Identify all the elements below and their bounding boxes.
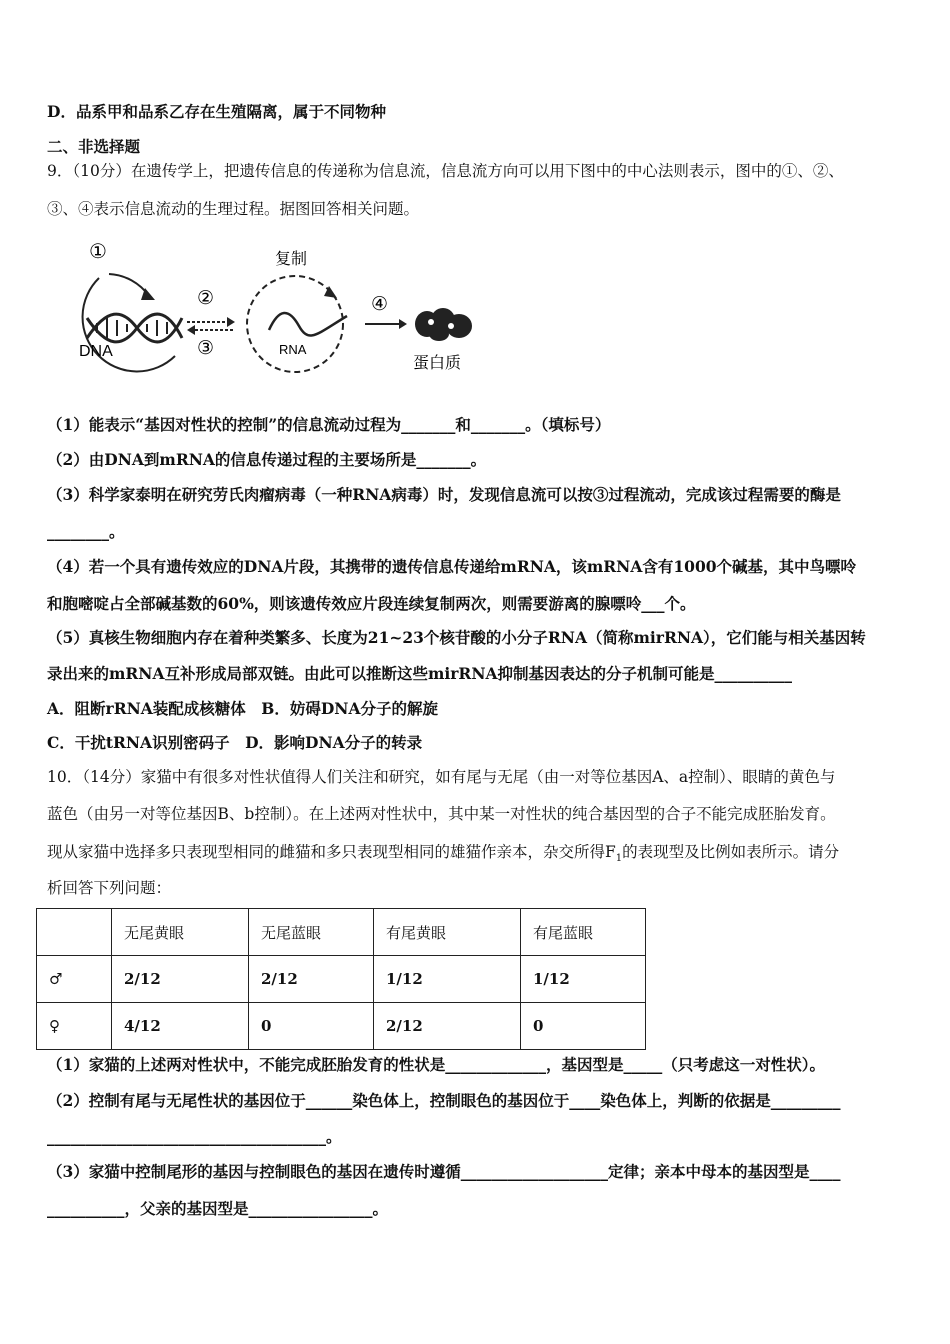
q10-stem-line4: 析回答下列问题： — [47, 879, 172, 897]
q9-sub1: （1）能表示“基因对性状的控制”的信息流动过程为_______和_______。（填标号） — [47, 415, 611, 434]
label-2: ② — [197, 287, 215, 309]
label-3: ③ — [197, 337, 215, 359]
table-header-cell: 无尾蓝眼 — [249, 909, 374, 956]
rna-replication-loop — [247, 276, 347, 372]
transcription-arrows — [187, 317, 235, 335]
table-cell: 1/12 — [374, 956, 521, 1003]
q9-sub5-line1: （5）真核生物细胞内存在着种类繁多、长度为21~23个核苷酸的小分子RNA（简称mirRNA），它们能与相关基因转 — [47, 628, 866, 647]
table-cell: 2/12 — [374, 1003, 521, 1050]
q10-sub1: （1）家猫的上述两对性状中，不能完成胚胎发育的性状是_____________，基因型是_____（只考虑这一对性状）。 — [47, 1055, 826, 1074]
table-row — [37, 956, 646, 1003]
table-cell-sex: ♂ — [37, 956, 112, 1003]
q10-stem-line3 — [47, 841, 839, 870]
q9-stem-line1: 9．（10分）在遗传学上，把遗传信息的传递称为信息流，信息流方向可以用下图中的中心法则表示，图中的①、②、 — [47, 162, 844, 180]
table-row — [37, 1003, 646, 1050]
table-header-row — [37, 909, 646, 956]
q10-sub3-line1: （3）家猫中控制尾形的基因与控制眼色的基因在遗传时遵循___________________定律；亲本中母本的基因型是____ — [47, 1162, 841, 1181]
q10-stem-line3-sub: 1 — [615, 853, 623, 865]
q10-stem-line3-post: 的表现型及比例如表所示。请分 — [622, 843, 840, 861]
dna-helix-icon — [87, 314, 182, 342]
q10-sub3-line2: __________，父亲的基因型是________________。 — [47, 1199, 389, 1218]
q9-options-cd: C．干扰tRNA识别密码子 D．影响DNA分子的转录 — [47, 733, 423, 752]
q9-sub4-line2: 和胞嘧啶占全部碱基数的60%，则该遗传效应片段连续复制两次，则需要游离的腺嘌呤___个。 — [47, 594, 696, 613]
central-dogma-diagram — [47, 238, 487, 388]
label-replicate: 复制 — [275, 249, 308, 268]
table-header-cell: 无尾黄眼 — [112, 909, 249, 956]
q9-options-ab: A．阻断rRNA装配成核糖体 B．妨碍DNA分子的解旋 — [47, 699, 439, 718]
label-4: ④ — [371, 293, 389, 315]
translation-arrow — [365, 319, 407, 329]
q9-stem-line2: ③、④表示信息流动的生理过程。据图回答相关问题。 — [47, 200, 420, 218]
protein-icon — [415, 308, 472, 341]
q9-sub4-line1: （4）若一个具有遗传效应的DNA片段，其携带的遗传信息传递给mRNA，该mRNA含有1000个碱基，其中鸟嘌呤 — [47, 557, 857, 576]
table-header-cell: 有尾蓝眼 — [521, 909, 646, 956]
q10-stem-line1: 10．（14分）家猫中有很多对性状值得人们关注和研究，如有尾与无尾（由一对等位基因A、a控制）、眼睛的黄色与 — [47, 768, 836, 786]
table-header-cell — [37, 909, 112, 956]
section-title: 二、非选择题 — [47, 137, 141, 156]
label-dna: DNA — [79, 343, 113, 360]
phenotype-table — [36, 908, 646, 1050]
q10-stem-line3-pre: 现从家猫中选择多只表现型相同的雌猫和多只表现型相同的雄猫作亲本，杂交所得F — [47, 843, 616, 861]
q9-sub2: （2）由DNA到mRNA的信息传递过程的主要场所是_______。 — [47, 450, 487, 469]
table-cell: 2/12 — [249, 956, 374, 1003]
table-header-cell: 有尾黄眼 — [374, 909, 521, 956]
table-cell: 2/12 — [112, 956, 249, 1003]
label-1: ① — [89, 239, 107, 263]
table-cell: 0 — [249, 1003, 374, 1050]
label-rna: RNA — [279, 342, 307, 357]
q10-sub2-line2: ____________________________________。 — [47, 1127, 342, 1146]
table-cell: 0 — [521, 1003, 646, 1050]
q10-sub2-line1: （2）控制有尾与无尾性状的基因位于______染色体上，控制眼色的基因位于____染色体上，判断的依据是_________ — [47, 1091, 841, 1110]
table-cell: 4/12 — [112, 1003, 249, 1050]
q10-stem-line2: 蓝色（由另一对等位基因B、b控制）。在上述两对性状中，其中某一对性状的纯合基因型的合子不能完成胚胎发育。 — [47, 805, 836, 823]
table-cell: 1/12 — [521, 956, 646, 1003]
table-cell-sex: ♀ — [37, 1003, 112, 1050]
q9-sub3-line1: （3）科学家泰明在研究劳氏肉瘤病毒（一种RNA病毒）时，发现信息流可以按③过程流动，完成该过程需要的酶是 — [47, 485, 841, 504]
q9-sub5-line2: 录出来的mRNA互补形成局部双链。由此可以推断这些mirRNA抑制基因表达的分子机制可能是__________ — [47, 664, 793, 683]
q9-sub3-line2: ________。 — [47, 522, 125, 541]
option-d: D．品系甲和品系乙存在生殖隔离，属于不同物种 — [47, 102, 386, 121]
label-protein: 蛋白质 — [413, 353, 462, 372]
